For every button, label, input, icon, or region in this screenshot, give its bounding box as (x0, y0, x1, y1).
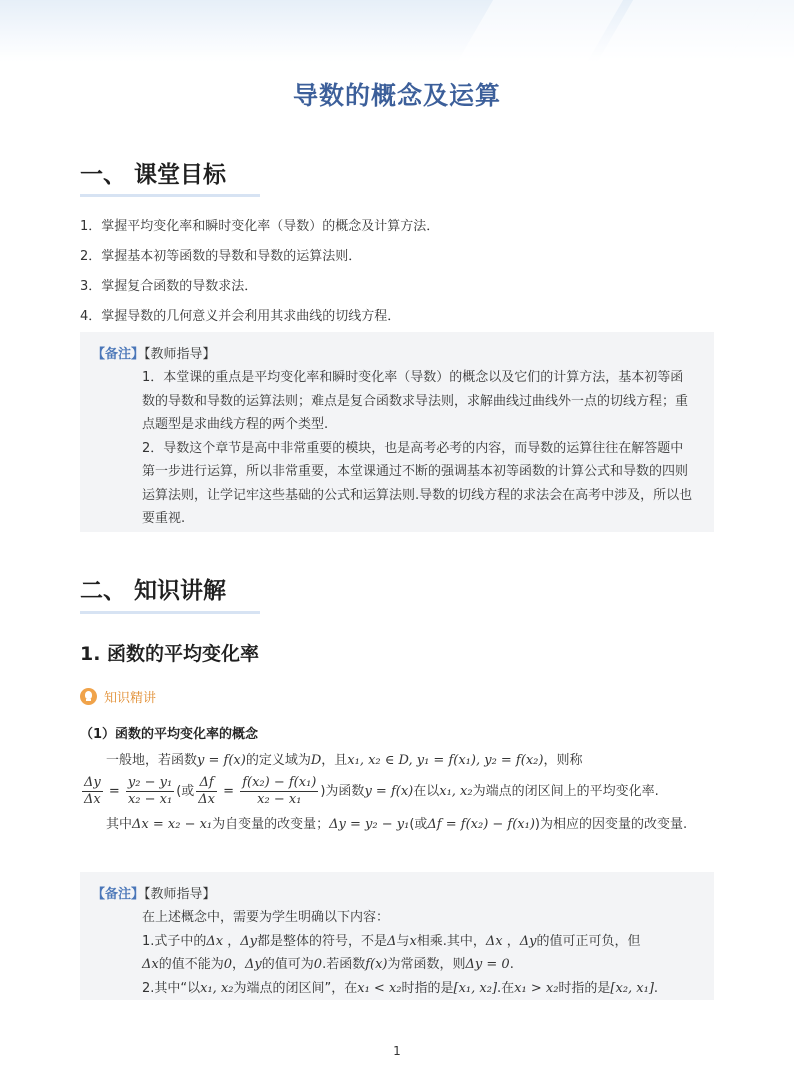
list-item: 4．掌握导数的几何意义并会利用其求曲线的切线方程． (80, 309, 401, 324)
note-paragraph: 1．本堂课的重点是平均变化率和瞬时变化率（导数）的概念以及它们的计算方法，基本初等函数的导数和导数的运算法则；难点是复合函数求导法则，求解曲线过曲线外一点的切线方程；重点题型是求曲线方程的两个类型. (142, 370, 689, 432)
teacher-note-box (80, 332, 714, 532)
page-number: 1 (393, 1044, 401, 1058)
fraction-y-diff: $\frac{\text{y₂ − y₁}}{\text{x₂ − x₁}}$ (127, 775, 173, 807)
list-item: 3．掌握复合函数的导数求法． (80, 279, 258, 294)
note-line: 在上述概念中，需要为学生明确以下内容： (142, 910, 390, 925)
note-line: 2.其中“以x₁, x₂为端点的闭区间”，在x₁ < x₂时指的是[x₁, x₂].在x₁ > x₂时指的是[x₂, x₁]. (142, 980, 659, 996)
fraction-df-dx: $\frac{\Delta f}{\Delta x}$ (198, 775, 216, 807)
note-line: Δx的值不能为0，Δy的值可为0.若函数f(x)为常函数，则Δy = 0. (142, 957, 514, 972)
heading-underline (80, 194, 260, 197)
list-item: 1．掌握平均变化率和瞬时变化率（导数）的概念及计算方法． (80, 219, 440, 234)
section-heading-objectives: 一、 课堂目标 (80, 162, 227, 188)
list-item: 2．掌握基本初等函数的导数和导数的运算法则． (80, 249, 362, 264)
knowledge-label: 知识精讲 (80, 687, 156, 706)
fraction-f-diff: $\frac{\text{f(x₂) − f(x₁)}}{\text{x₂ − x₁}}$ (242, 775, 317, 807)
section-heading-knowledge: 二、 知识讲解 (80, 578, 227, 604)
subsection-heading: 1. 函数的平均变化率 (80, 643, 260, 665)
note-tag: 【备注】 (92, 347, 145, 362)
definition-formula-line: $\frac{\Delta y}{\Delta x}$ = $\frac{\text{y₂ − y₁}}{\text{x₂ − x₁}}$ (或 $\frac{\Delta f}{\Delta x}$ = $\frac{\text{f(x₂) − f(x₁)}}{\text{x₂ − x₁}}$ )为函数y = f(x)在以x₁, x₂为端点的闭区间上的平均变化率. (84, 775, 659, 807)
teacher-note-box (80, 872, 714, 1000)
concept-title: （1）函数的平均变化率的概念 (80, 727, 259, 742)
header-decoration (0, 0, 794, 62)
objectives-list (80, 212, 720, 332)
lightbulb-icon (80, 688, 97, 705)
note-line: 1.式子中的Δx ，Δy都是整体的符号，不是Δ与x相乘.其中，Δx ，Δy的值可正可负，但 (142, 933, 641, 949)
note-tag: 【备注】 (92, 887, 145, 902)
note-label: 【教师指导】 (144, 887, 216, 902)
document-title: 导数的概念及运算 (292, 81, 501, 110)
definition-line-3: 其中Δx = x₂ − x₁为自变量的改变量；Δy = y₂ − y₁(或Δf = f(x₂) − f(x₁))为相应的因变量的改变量. (106, 817, 688, 832)
definition-line-1: 一般地，若函数y = f(x)的定义域为D，且x₁, x₂ ∈ D, y₁ = f(x₁), y₂ = f(x₂)，则称 (106, 753, 583, 768)
fraction-dy-dx: $\frac{\Delta y}{\Delta x}$ (84, 775, 101, 807)
note-label: 【教师指导】 (144, 347, 216, 362)
note-paragraph: 2．导数这个章节是高中非常重要的模块，也是高考必考的内容，而导数的运算往往在解答题中第一步进行运算，所以非常重要，本堂课通过不断的强调基本初等函数的计算公式和导数的四则运算法则，让学记牢这些基础的公式和运算法则.导数的切线方程的求法会在高考中涉及，所以也要重视. (142, 440, 693, 526)
heading-underline (80, 611, 260, 614)
